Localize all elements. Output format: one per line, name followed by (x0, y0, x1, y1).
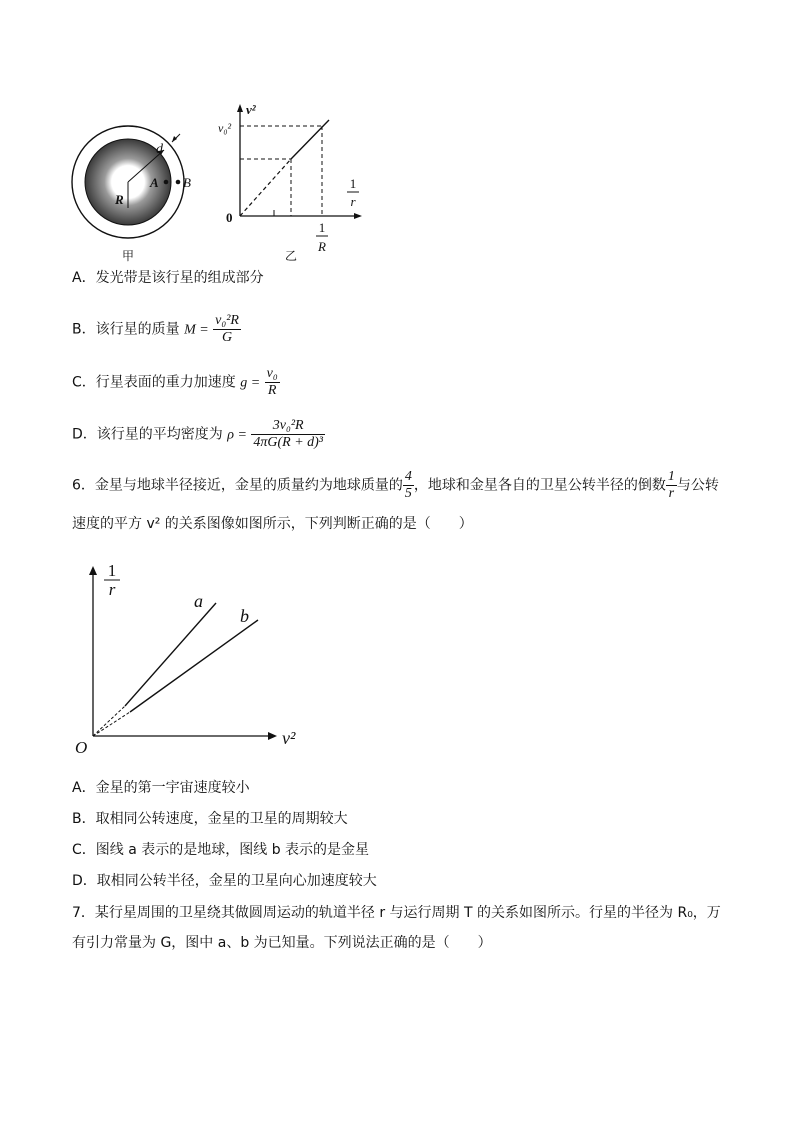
y-tick: v₀² (218, 121, 232, 135)
q6-stem-line2: 速度的平方 v² 的关系图像如图所示，下列判断正确的是（ ） (72, 516, 473, 532)
caption-jia: 甲 (121, 249, 135, 263)
q6-y-label-num: 1 (107, 561, 117, 580)
q6-line-a-label: a (194, 591, 203, 611)
mass-formula: $\frac{\text{v₀²R}}{G}$ (215, 313, 239, 345)
label-d: d (156, 142, 163, 157)
dashed-segment (240, 159, 291, 216)
label-B: B (183, 175, 191, 190)
point-A (164, 180, 169, 185)
point-B (176, 180, 181, 185)
q6-option-D[interactable]: D．取相同公转半径，金星的卫星向心加速度较大 (72, 873, 377, 889)
label-R: R (115, 192, 124, 207)
line-a-dashed (93, 706, 125, 736)
line-b (130, 620, 258, 712)
x-label-den: r (350, 194, 356, 209)
x-tick-den: R (318, 239, 326, 254)
inverse-radius: $\frac{1}{r}$ (667, 469, 675, 501)
q5-option-B[interactable]: B．该行星的质量 M = $\frac{\text{v₀²R}}{G}$ (72, 313, 239, 345)
mass-ratio: $\frac{4}{5}$ (404, 469, 412, 501)
label-A: A (150, 175, 159, 190)
q6-option-C[interactable]: C．图线 a 表示的是地球，图线 b 表示的是金星 (72, 842, 370, 858)
line-b-dashed (93, 712, 130, 736)
q6-option-B[interactable]: B．取相同公转速度，金星的卫星的周期较大 (72, 811, 348, 827)
q5-option-C[interactable]: C．行星表面的重力加速度 g = $\frac{\text{v₀}}{R}$ (72, 366, 278, 398)
q6-graph (70, 558, 310, 758)
q6-stem-line1: 6．金星与地球半径接近，金星的质量约为地球质量的 $\frac{4}{5}$ ，地球和金星各自的卫星公转半径的倒数 $\frac{1}{r}$ 与公转 (72, 469, 719, 501)
density-formula: $\frac{\text{3v₀²R}}{\text{4πG(R + d)³}}$ (253, 418, 324, 450)
q5-option-A[interactable]: A．发光带是该行星的组成部分 (72, 270, 264, 286)
caption-yi: 乙 (284, 249, 298, 262)
q6-origin: O (75, 738, 88, 757)
line-a (125, 603, 216, 706)
q6-line-b-label: b (240, 606, 249, 626)
figure-yi (212, 100, 372, 262)
y-label: v² (246, 102, 256, 117)
x-tick-num: 1 (318, 220, 326, 235)
q7-stem-line1: 7．某行星周围的卫星绕其做圆周运动的轨道半径 r 与运行周期 T 的关系如图所示。行星的半径为 R₀，万 (72, 905, 721, 921)
q6-x-label: v² (282, 728, 296, 748)
q5-option-D[interactable]: D．该行星的平均密度为 ρ = $\frac{\text{3v₀²R}}{\text{4πG(R + d)³}}$ (72, 418, 324, 450)
gravity-formula: $\frac{\text{v₀}}{R}$ (266, 366, 278, 398)
q6-option-A[interactable]: A．金星的第一宇宙速度较小 (72, 780, 250, 796)
q6-y-label-den: r (108, 580, 116, 599)
q7-stem-line2: 有引力常量为 G，图中 a、b 为已知量。下列说法正确的是（ ） (72, 935, 492, 951)
figure-jia (68, 120, 198, 265)
x-label-num: 1 (349, 176, 357, 191)
origin: 0 (226, 210, 233, 225)
